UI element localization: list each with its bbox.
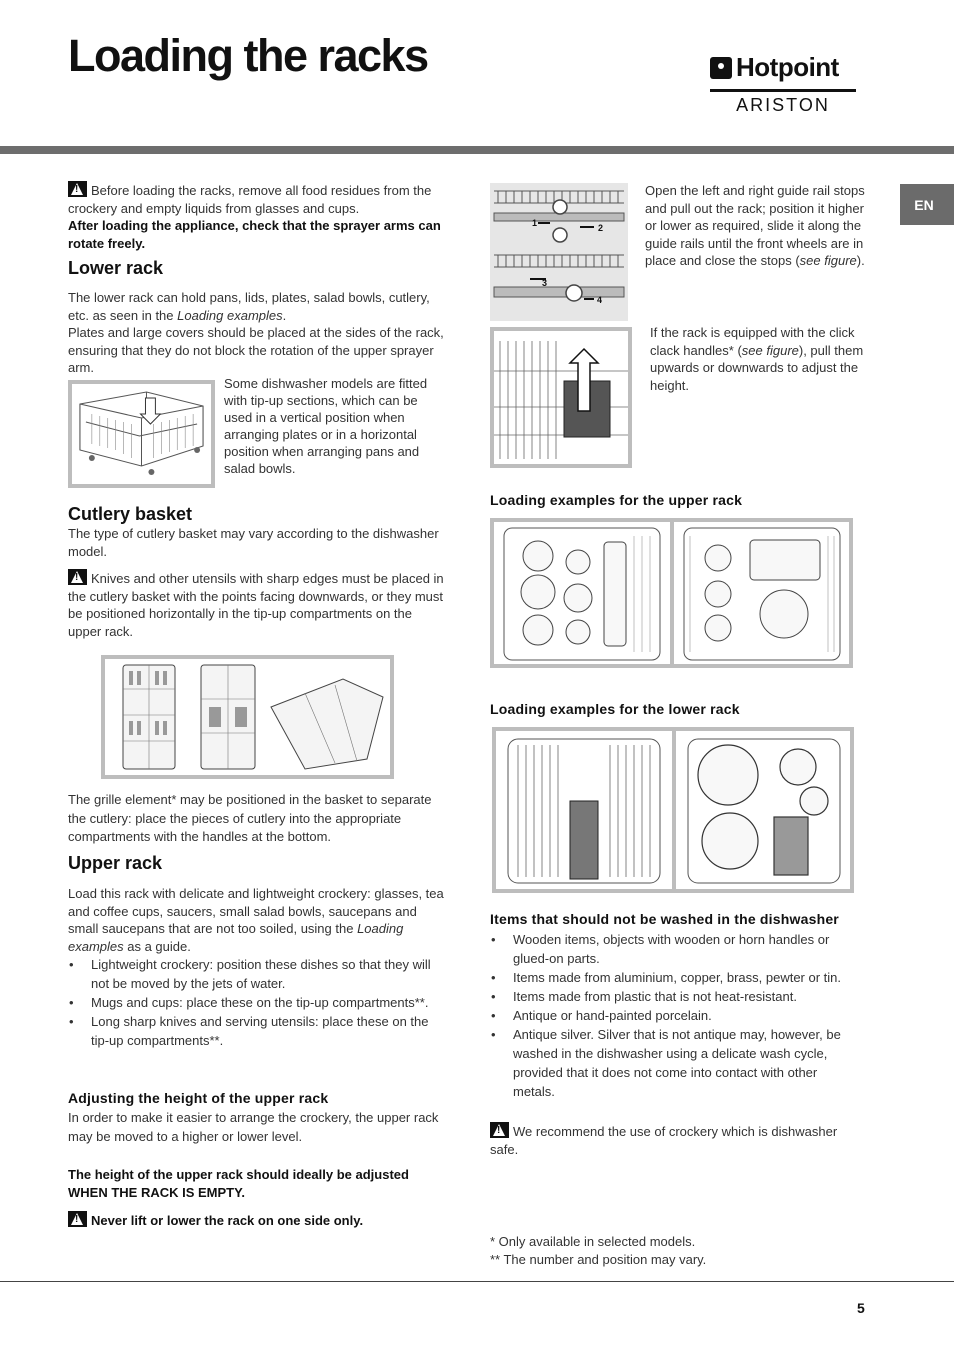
lower-rack-p2: Plates and large covers should be placed at the sides of the rack, ensuring that they do not block the rotation of the upper sprayer arm. [68, 325, 444, 375]
intro-warning-text: Before loading the racks, remove all food residues from the crockery and empty liquids from glasses and cups. [68, 183, 432, 216]
upper-rack-bullets [68, 955, 436, 1050]
upper-rack-examples-illustration [494, 522, 849, 664]
list-item: • Items made from plastic that is not heat-resistant. [490, 987, 862, 1006]
fig-label-2: 2 [598, 223, 604, 233]
not-washed-list [490, 930, 862, 1101]
list-item: • Items made from aluminium, copper, brass, pewter or tin. [490, 968, 862, 987]
warning-icon [68, 1211, 87, 1227]
list-item: • Lightweight crockery: position these dishes so that they will not be moved by the jets of water. [68, 955, 436, 993]
upper-rack-examples-figure [490, 518, 853, 668]
cutlery-p1: The type of cutlery basket may vary according to the dishwasher model. [68, 526, 439, 559]
rack-illustration [72, 384, 211, 484]
hotpoint-logo-icon [710, 57, 732, 79]
tipup-rack-figure [68, 380, 215, 488]
page-number: 5 [857, 1300, 865, 1316]
tipup-text: Some dishwasher models are fitted with tip-up sections, which can be used in a vertical position when arranging plates or in a horizontal position when arranging pans and salad bowls. [224, 376, 428, 476]
warning-icon [68, 181, 87, 197]
footnote-1: * Only available in selected models. [490, 1234, 696, 1249]
adjusting-warning: !Never lift or lower the rack on one side only. [68, 1211, 448, 1230]
cutlery-warning-text: Knives and other utensils with sharp edges must be placed in the cutlery basket with the points facing downwards, or they must be positioned horizontally in the tip-up compartments on the upper rack. [68, 571, 444, 639]
footer-divider [0, 1281, 954, 1282]
language-tab: EN [900, 184, 954, 225]
brand-name: Hotpoint [736, 52, 839, 82]
not-washed-heading: Items that should not be washed in the dishwasher [490, 911, 839, 927]
cutlery-basket-figure [101, 655, 394, 779]
header-bar [0, 146, 954, 154]
lower-rack-heading: Lower rack [68, 258, 164, 278]
footnotes [490, 1233, 862, 1268]
fig-label-3: 3 [542, 278, 548, 288]
cutlery-warning [68, 569, 448, 640]
click-clack-figure [490, 327, 632, 468]
warning-icon [490, 1122, 509, 1138]
upper-rack-p1: Load this rack with delicate and lightweight crockery: glasses, tea and coffee cups, saucers, small salad bowls, saucepans and small saucepans that are not too soiled, using the Loading examples as a guide. [68, 886, 444, 954]
brand-logo [710, 52, 856, 116]
adjusting-bold: The height of the upper rack should ideally be adjusted WHEN THE RACK IS EMPTY. [68, 1167, 409, 1200]
warning-icon [68, 569, 87, 585]
guide-rail-illustration [490, 183, 628, 321]
cutlery-heading: Cutlery basket [68, 504, 193, 524]
list-item: • Long sharp knives and serving utensils: place these on the tip-up compartments**. [68, 1012, 436, 1050]
click-clack-illustration [494, 331, 628, 464]
upper-examples-heading: Loading examples for the upper rack [490, 492, 743, 508]
guide-rail-text: Open the left and right guide rail stops and pull out the rack; position it higher or lower as required, slide it along the guide rails until the front wheels are in place and close the stops (see figure). [645, 183, 865, 268]
adjusting-p1: In order to make it easier to arrange the crockery, the upper rack may be moved to a higher or lower level. [68, 1110, 439, 1144]
upper-rack-heading: Upper rack [68, 853, 163, 873]
adjusting-heading: Adjusting the height of the upper rack [68, 1090, 329, 1106]
fig-label-1: 1 [532, 218, 538, 228]
logo-divider [710, 89, 856, 92]
fig-label-4: 4 [597, 295, 603, 305]
list-item: • Mugs and cups: place these on the tip-up compartments**. [68, 993, 436, 1012]
grille-text: The grille element* may be positioned in the basket to separate the cutlery: place the pieces of cutlery into the appropriate compartments with the handles at the bottom. [68, 792, 432, 844]
lower-rack-examples-figure [492, 727, 854, 893]
footnote-2: ** The number and position may vary. [490, 1251, 707, 1267]
intro-bold-text: After loading the appliance, check that the sprayer arms can rotate freely. [68, 218, 441, 251]
brand-sub: ARISTON [736, 95, 830, 115]
list-item: • Antique silver. Silver that is not antique may, however, be washed in the dishwasher using a delicate wash cycle, provided that it does not come into contact with other metals. [490, 1025, 862, 1101]
cutlery-basket-illustration [105, 659, 390, 775]
list-item: • Wooden items, objects with wooden or horn handles or glued-on parts. [490, 930, 862, 968]
click-clack-text: If the rack is equipped with the click clack handles* (see figure), pull them upwards or downwards to adjust the height. [650, 325, 864, 393]
list-item: • Antique or hand-painted porcelain. [490, 1006, 862, 1025]
guide-rail-figure [490, 183, 628, 321]
lower-examples-heading: Loading examples for the lower rack [490, 701, 740, 717]
lower-rack-p1: The lower rack can hold pans, lids, plates, salad bowls, cutlery, etc. as seen in the Loading examples. [68, 290, 430, 323]
page-title: Loading the racks [68, 30, 428, 81]
recommend-warning: !We recommend the use of crockery which is dishwasher safe. [490, 1122, 862, 1158]
intro-block [68, 181, 448, 252]
lower-rack-text [68, 289, 448, 377]
lower-rack-examples-illustration [496, 731, 850, 889]
